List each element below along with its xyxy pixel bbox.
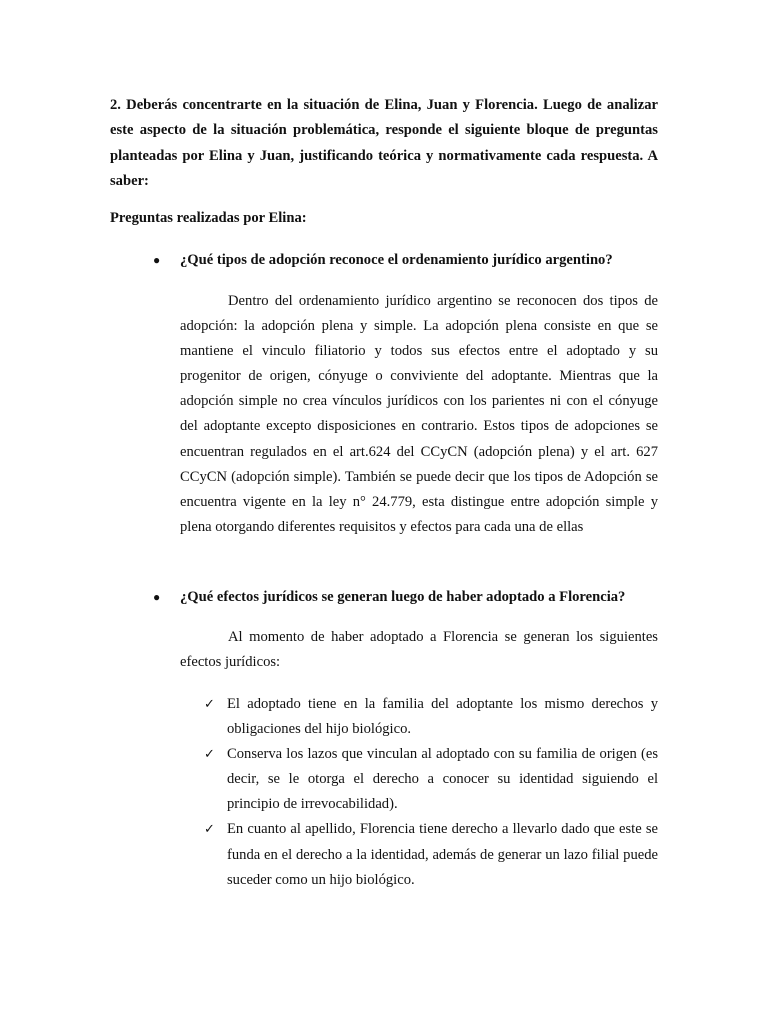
effect-text: El adoptado tiene en la familia del adoptante los mismo derechos y obligaciones del hijo biológico.	[227, 696, 658, 738]
checkmark-icon: ✓	[204, 747, 215, 763]
section-subheading: Preguntas realizadas por Elina:	[110, 210, 307, 226]
question-1	[153, 248, 660, 273]
list-item	[180, 817, 660, 892]
answer-1: Dentro del ordenamiento jurídico argentino se reconocen dos tipos de adopción: la adopción plena y simple. La adopción plena consiste en que se mantiene el vinculo filiatorio y todos sus efectos entre el adoptado y su progenitor de origen, cónyuge o conviviente del adoptante. Mientras que la adopción simple no crea vínculos jurídicos con los parientes ni con el cónyuge del adoptante excepto disposiciones en contrario. Estos tipos de adopciones se encuentran regulados en el art.624 del CCyCN (adopción plena) y el art. 627 CCyCN (adopción simple). También se puede decir que los tipos de Adopción se encuentra vigente en la ley n° 24.779, esta distingue entre adopción simple y plena otorgando diferentes requisitos y efectos para cada una de ellas	[180, 293, 658, 535]
bullet-icon: ●	[153, 590, 161, 604]
question-1-text: ¿Qué tipos de adopción reconoce el ordenamiento jurídico argentino?	[180, 252, 613, 268]
list-item	[180, 742, 660, 817]
answer-2: Al momento de haber adoptado a Florencia se generan los siguientes efectos jurídicos:	[180, 629, 658, 671]
question-2	[153, 585, 660, 610]
list-item	[180, 692, 660, 742]
assignment-intro: 2. Deberás concentrarte en la situación de Elina, Juan y Florencia. Luego de analizar este aspecto de la situación problemática, responde el siguiente bloque de preguntas planteadas por Elina y Juan, justificando teórica y normativamente cada respuesta. A saber:	[110, 97, 658, 189]
effect-text: Conserva los lazos que vinculan al adoptado con su familia de origen (es decir, se le otorga el derecho a conocer su identidad siguiendo el principio de irrevocabilidad).	[227, 746, 658, 813]
question-2-text: ¿Qué efectos jurídicos se generan luego de haber adoptado a Florencia?	[180, 589, 626, 605]
checkmark-icon: ✓	[204, 822, 215, 838]
bullet-icon: ●	[153, 253, 161, 267]
effects-checklist	[180, 692, 660, 893]
checkmark-icon: ✓	[204, 697, 215, 712]
effect-text: En cuanto al apellido, Florencia tiene derecho a llevarlo dado que este se funda en el derecho a la identidad, además de generar un lazo filial puede suceder como un hijo biológico.	[227, 821, 658, 888]
